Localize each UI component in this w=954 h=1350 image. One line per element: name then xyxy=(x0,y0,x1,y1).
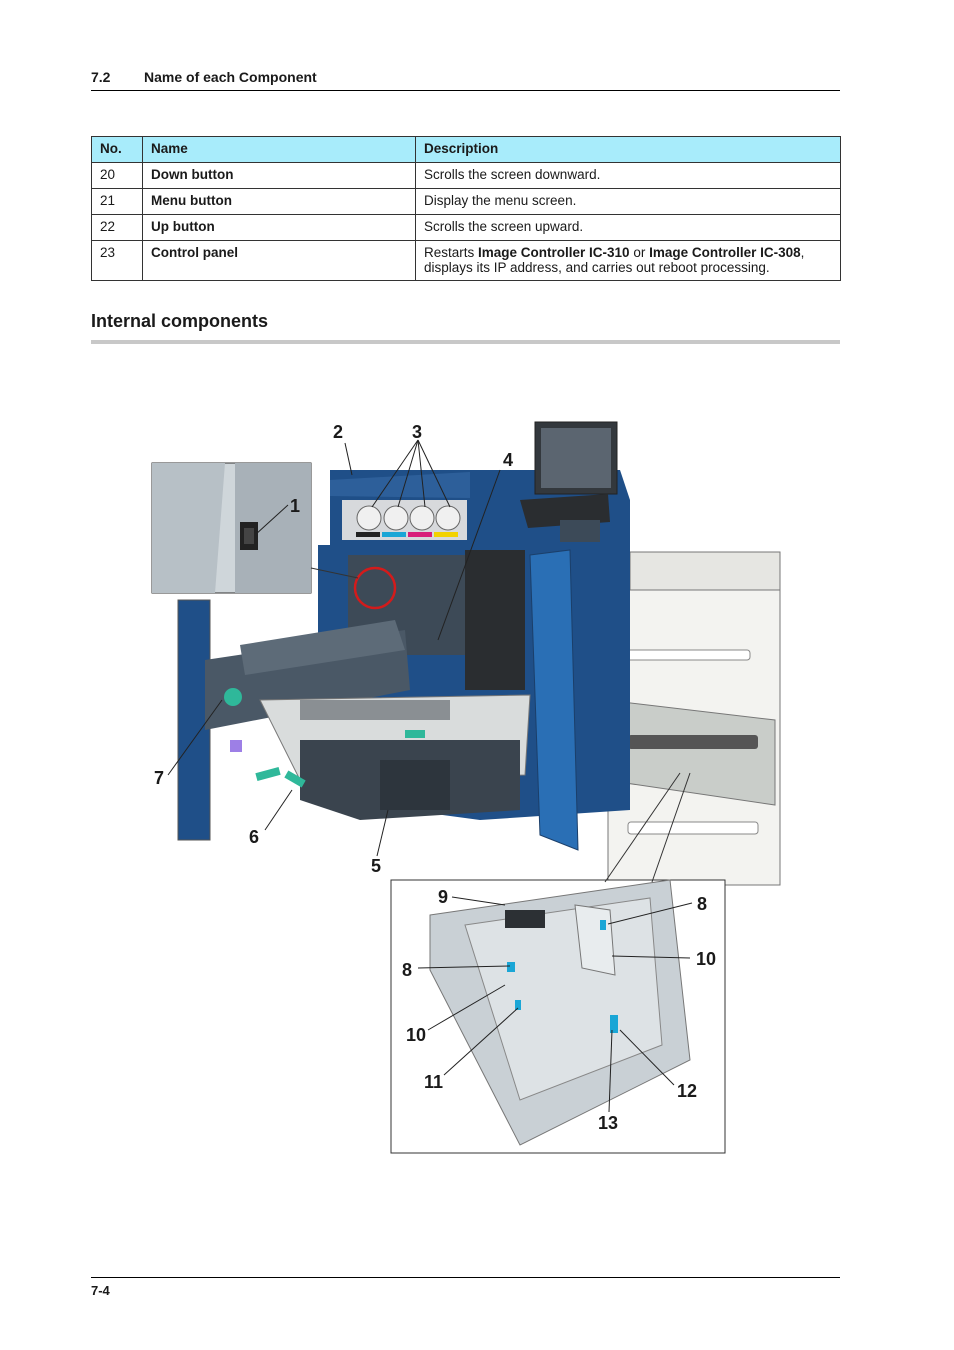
callout-9: 9 xyxy=(438,887,449,907)
callout-11: 11 xyxy=(424,1072,444,1092)
callout-8b: 8 xyxy=(402,960,413,980)
callout-6: 6 xyxy=(249,827,260,847)
callout-10b: 10 xyxy=(406,1025,427,1045)
section-title: Internal components xyxy=(91,311,269,331)
callout-8: 8 xyxy=(697,894,708,914)
callout-1: 1 xyxy=(290,496,301,516)
finisher-unit xyxy=(605,552,780,885)
desc-text: , xyxy=(800,245,805,260)
footer-divider xyxy=(91,1277,840,1278)
callout-2: 2 xyxy=(333,422,344,442)
column-header-no: No. xyxy=(92,137,143,163)
column-header-description: Description xyxy=(416,137,841,163)
cell-no: 21 xyxy=(92,189,143,215)
cell-no: 23 xyxy=(92,241,143,281)
page-number: 7-4 xyxy=(91,1283,110,1298)
cell-description: Scrolls the screen downward. xyxy=(416,163,841,189)
section-number: 7.2 xyxy=(91,69,111,85)
cell-description: Display the menu screen. xyxy=(416,189,841,215)
cell-no: 22 xyxy=(92,215,143,241)
desc-text: displays its IP address, and carries out reboot processing. xyxy=(424,260,770,275)
callout-4: 4 xyxy=(503,450,514,470)
cell-description: Scrolls the screen upward. xyxy=(416,215,841,241)
callout-12: 12 xyxy=(677,1081,698,1101)
section-heading: Name of each Component xyxy=(144,69,317,85)
desc-text: Restarts xyxy=(424,245,479,260)
desc-text: or xyxy=(629,245,650,260)
callout-5: 5 xyxy=(371,856,382,876)
cell-name: Control panel xyxy=(143,241,416,281)
column-header-name: Name xyxy=(143,137,416,163)
cell-no: 20 xyxy=(92,163,143,189)
cell-name: Up button xyxy=(143,215,416,241)
callout-7: 7 xyxy=(154,768,165,788)
cell-name: Down button xyxy=(143,163,416,189)
callout-13: 13 xyxy=(598,1113,619,1133)
cell-name: Menu button xyxy=(143,189,416,215)
callout-3: 3 xyxy=(412,422,423,442)
desc-emphasis: Image Controller IC-310 xyxy=(478,245,630,260)
desc-emphasis: Image Controller IC-308 xyxy=(649,245,801,260)
callout-10: 10 xyxy=(696,949,717,969)
